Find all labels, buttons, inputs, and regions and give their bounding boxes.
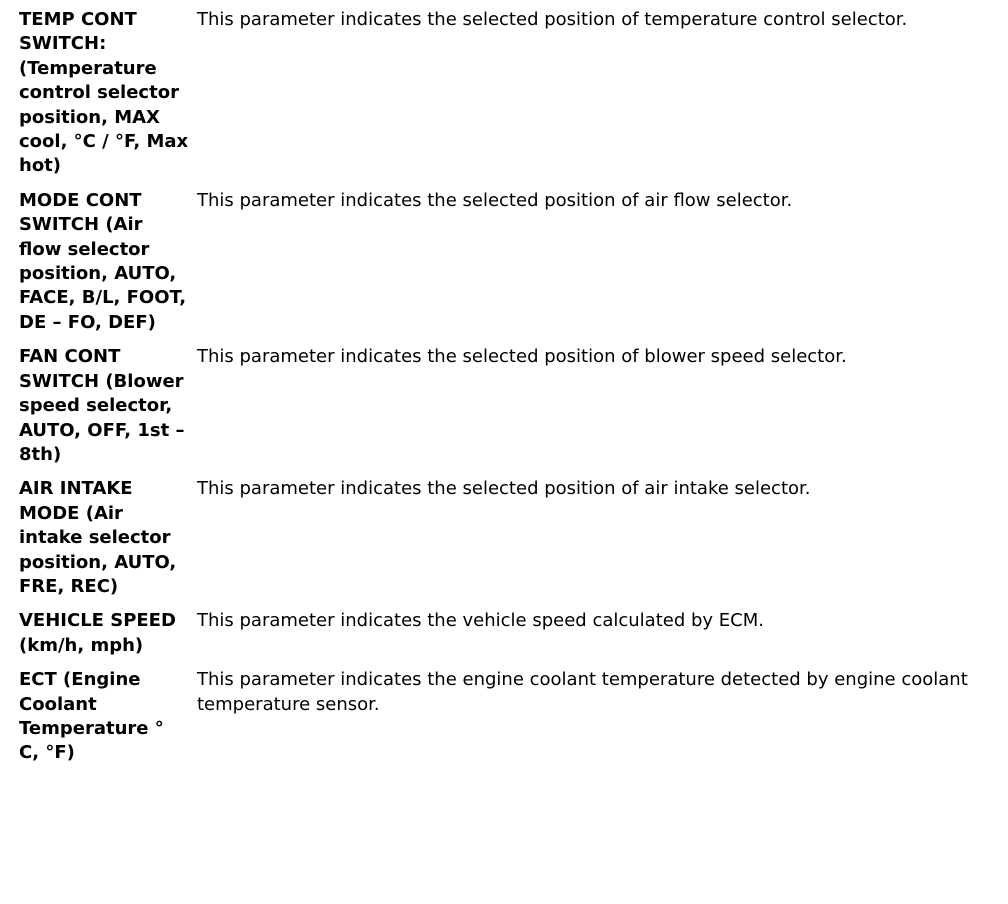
parameter-description: This parameter indicates the selected position of blower speed selector.: [197, 346, 847, 368]
parameter-description: This parameter indicates the engine coolant temperature detected by engine coolant temperature sensor.: [197, 669, 968, 715]
table-row: [19, 345, 997, 477]
parameter-name: FAN CONT SWITCH (Blower speed selector, AUTO, OFF, 1st – 8th): [19, 346, 185, 465]
parameter-name: AIR INTAKE MODE (Air intake selector position, AUTO, FRE, REC): [19, 478, 177, 597]
parameter-name: TEMP CONT SWITCH: (Temperature control selector position, MAX cool, °C / °F, Max hot): [19, 9, 189, 177]
parameter-name: VEHICLE SPEED (km/h, mph): [19, 610, 176, 656]
parameter-description: This parameter indicates the selected position of air intake selector.: [197, 478, 811, 500]
parameter-name: ECT (Engine Coolant Temperature ° C, °F): [19, 669, 164, 764]
parameter-description: This parameter indicates the selected position of temperature control selector.: [197, 9, 908, 30]
parameter-description: This parameter indicates the vehicle speed calculated by ECM.: [197, 610, 764, 632]
table-row: [19, 8, 997, 189]
parameter-name: MODE CONT SWITCH (Air flow selector position, AUTO, FACE, B/L, FOOT, DE – FO, DEF): [19, 189, 187, 333]
table-row: [19, 668, 997, 776]
table-row: [19, 477, 997, 609]
parameter-description: This parameter indicates the selected position of air flow selector.: [197, 189, 793, 211]
table-row: [19, 189, 997, 345]
parameter-table: [19, 8, 997, 776]
table-row: [19, 609, 997, 668]
